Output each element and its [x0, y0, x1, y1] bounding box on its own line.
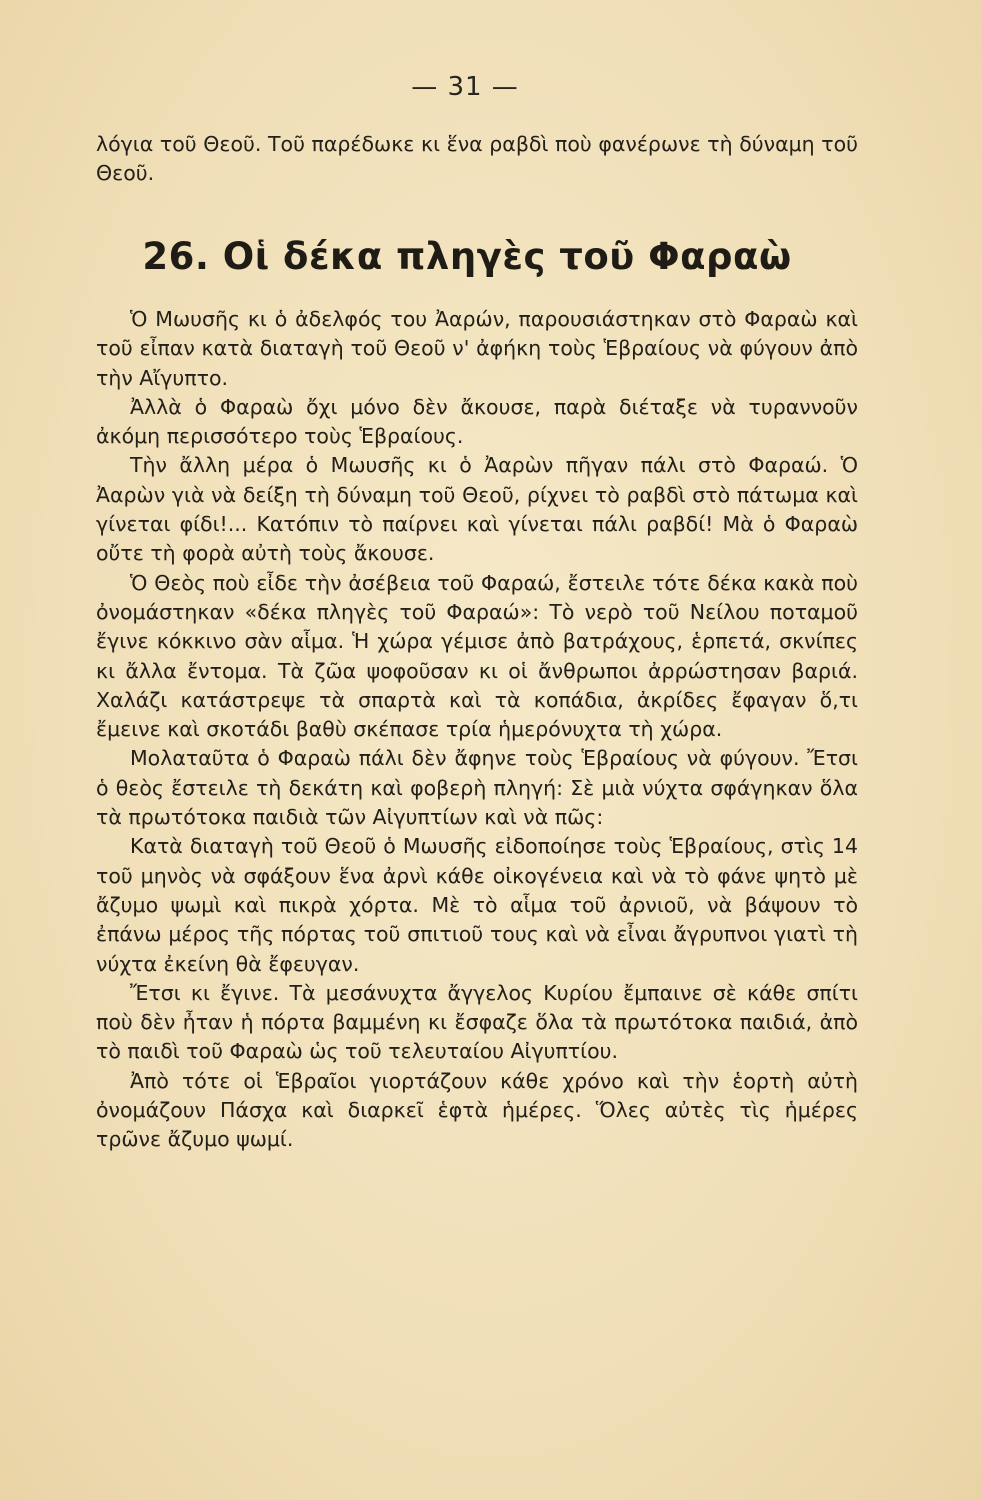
chapter-heading: 26. Οἱ δέκα πληγὲς τοῦ Φαραὼ: [142, 235, 792, 278]
page-number: — 31 —: [411, 72, 519, 102]
paragraph: Ἀλλὰ ὁ Φαραὼ ὄχι μόνο δὲν ἄκουσε, παρὰ διέταξε νὰ τυραννοῦν ἀκόμη περισσότερο τοὺς Ἑβραίους.: [96, 394, 858, 449]
chapter-body: [96, 305, 858, 1155]
top-paragraph: λόγια τοῦ Θεοῦ. Τοῦ παρέδωκε κι ἕνα ραβδὶ ποὺ φανέρωνε τὴ δύναμη τοῦ Θεοῦ.: [96, 132, 858, 186]
paragraph: Κατὰ διαταγὴ τοῦ Θεοῦ ὁ Μωυσῆς εἰδοποίησε τοὺς Ἑβραίους, στὶς 14 τοῦ μηνὸς νὰ σφάξουν ἕνα ἀρνὶ κάθε οἰκογένεια καὶ νὰ τὸ φάνε ψητὸ μὲ ἄζυμο ψωμὶ καὶ πικρὰ χόρτα. Μὲ τὸ αἷμα τοῦ ἀρνιοῦ, νὰ βάψουν τὸ ἐπάνω μέρος τῆς πόρτας τοῦ σπιτιοῦ τους καὶ νὰ εἶναι ἄγρυπνοι γιατὶ τὴ νύχτα ἐκείνη θὰ ἔφευγαν.: [96, 834, 858, 976]
paragraph: Μολαταῦτα ὁ Φαραὼ πάλι δὲν ἄφηνε τοὺς Ἑβραίους νὰ φύγουν. Ἔτσι ὁ θεὸς ἔστειλε τὴ δεκάτη καὶ φοβερὴ πληγή: Σὲ μιὰ νύχτα σφάγηκαν ὅλα τὰ πρωτότοκα παιδιὰ τῶν Αἰγυπτίων καὶ νὰ πῶς:: [96, 746, 858, 830]
paragraph: Τὴν ἄλλη μέρα ὁ Μωυσῆς κι ὁ Ἀαρὼν πῆγαν πάλι στὸ Φαραώ. Ὁ Ἀαρὼν γιὰ νὰ δείξη τὴ δύναμη τοῦ Θεοῦ, ρίχνει τὸ ραβδὶ στὸ πάτωμα καὶ γίνεται φίδι!... Κατόπιν τὸ παίρνει καὶ γίνεται πάλι ραβδί! Μὰ ὁ Φαραὼ οὔτε τὴ φορὰ αὐτὴ τοὺς ἄκουσε.: [96, 453, 858, 566]
paragraph: Ἀπὸ τότε οἱ Ἑβραῖοι γιορτάζουν κάθε χρόνο καὶ τὴν ἑορτὴ αὐτὴ ὀνομάζουν Πάσχα καὶ διαρκεῖ ἑφτὰ ἡμέρες. Ὅλες αὐτὲς τὶς ἡμέρες τρῶνε ἄζυμο ψωμί.: [96, 1068, 858, 1152]
continued-text: [96, 130, 858, 189]
paragraph: Ἔτσι κι ἔγινε. Τὰ μεσάνυχτα ἄγγελος Κυρίου ἔμπαινε σὲ κάθε σπίτι ποὺ δὲν ἦταν ἡ πόρτα βαμμένη κι ἔσφαζε ὅλα τὰ πρωτότοκα παιδιά, ἀπὸ τὸ παιδὶ τοῦ Φαραὼ ὡς τοῦ τελευταίου Αἰγυπτίου.: [96, 980, 858, 1064]
paragraph: Ὁ Μωυσῆς κι ὁ ἀδελφός του Ἀαρών, παρουσιάστηκαν στὸ Φαραὼ καὶ τοῦ εἶπαν κατὰ διαταγὴ τοῦ Θεοῦ ν' ἀφήκη τοὺς Ἑβραίους νὰ φύγουν ἀπὸ τὴν Αἴγυπτο.: [96, 307, 858, 390]
paragraph: Ὁ Θεὸς ποὺ εἶδε τὴν ἀσέβεια τοῦ Φαραώ, ἔστειλε τότε δέκα κακὰ ποὺ ὀνομάστηκαν «δέκα πληγὲς τοῦ Φαραώ»: Τὸ νερὸ τοῦ Νείλου ποταμοῦ ἔγινε κόκκινο σὰν αἷμα. Ἡ χώρα γέμισε ἀπὸ βατράχους, ἑρπετά, σκνίπες κι ἄλλα ἔντομα. Τὰ ζῶα ψοφοῦσαν κι οἱ ἄνθρωποι ἀρρώστησαν βαριά. Χαλάζι κατάστρεψε τὰ σπαρτὰ καὶ τὰ κοπάδια, ἀκρίδες ἔφαγαν ὅ,τι ἔμεινε καὶ σκοτάδι βαθὺ σκέπασε τρία ἡμερόνυχτα τὴ χώρα.: [96, 570, 858, 742]
